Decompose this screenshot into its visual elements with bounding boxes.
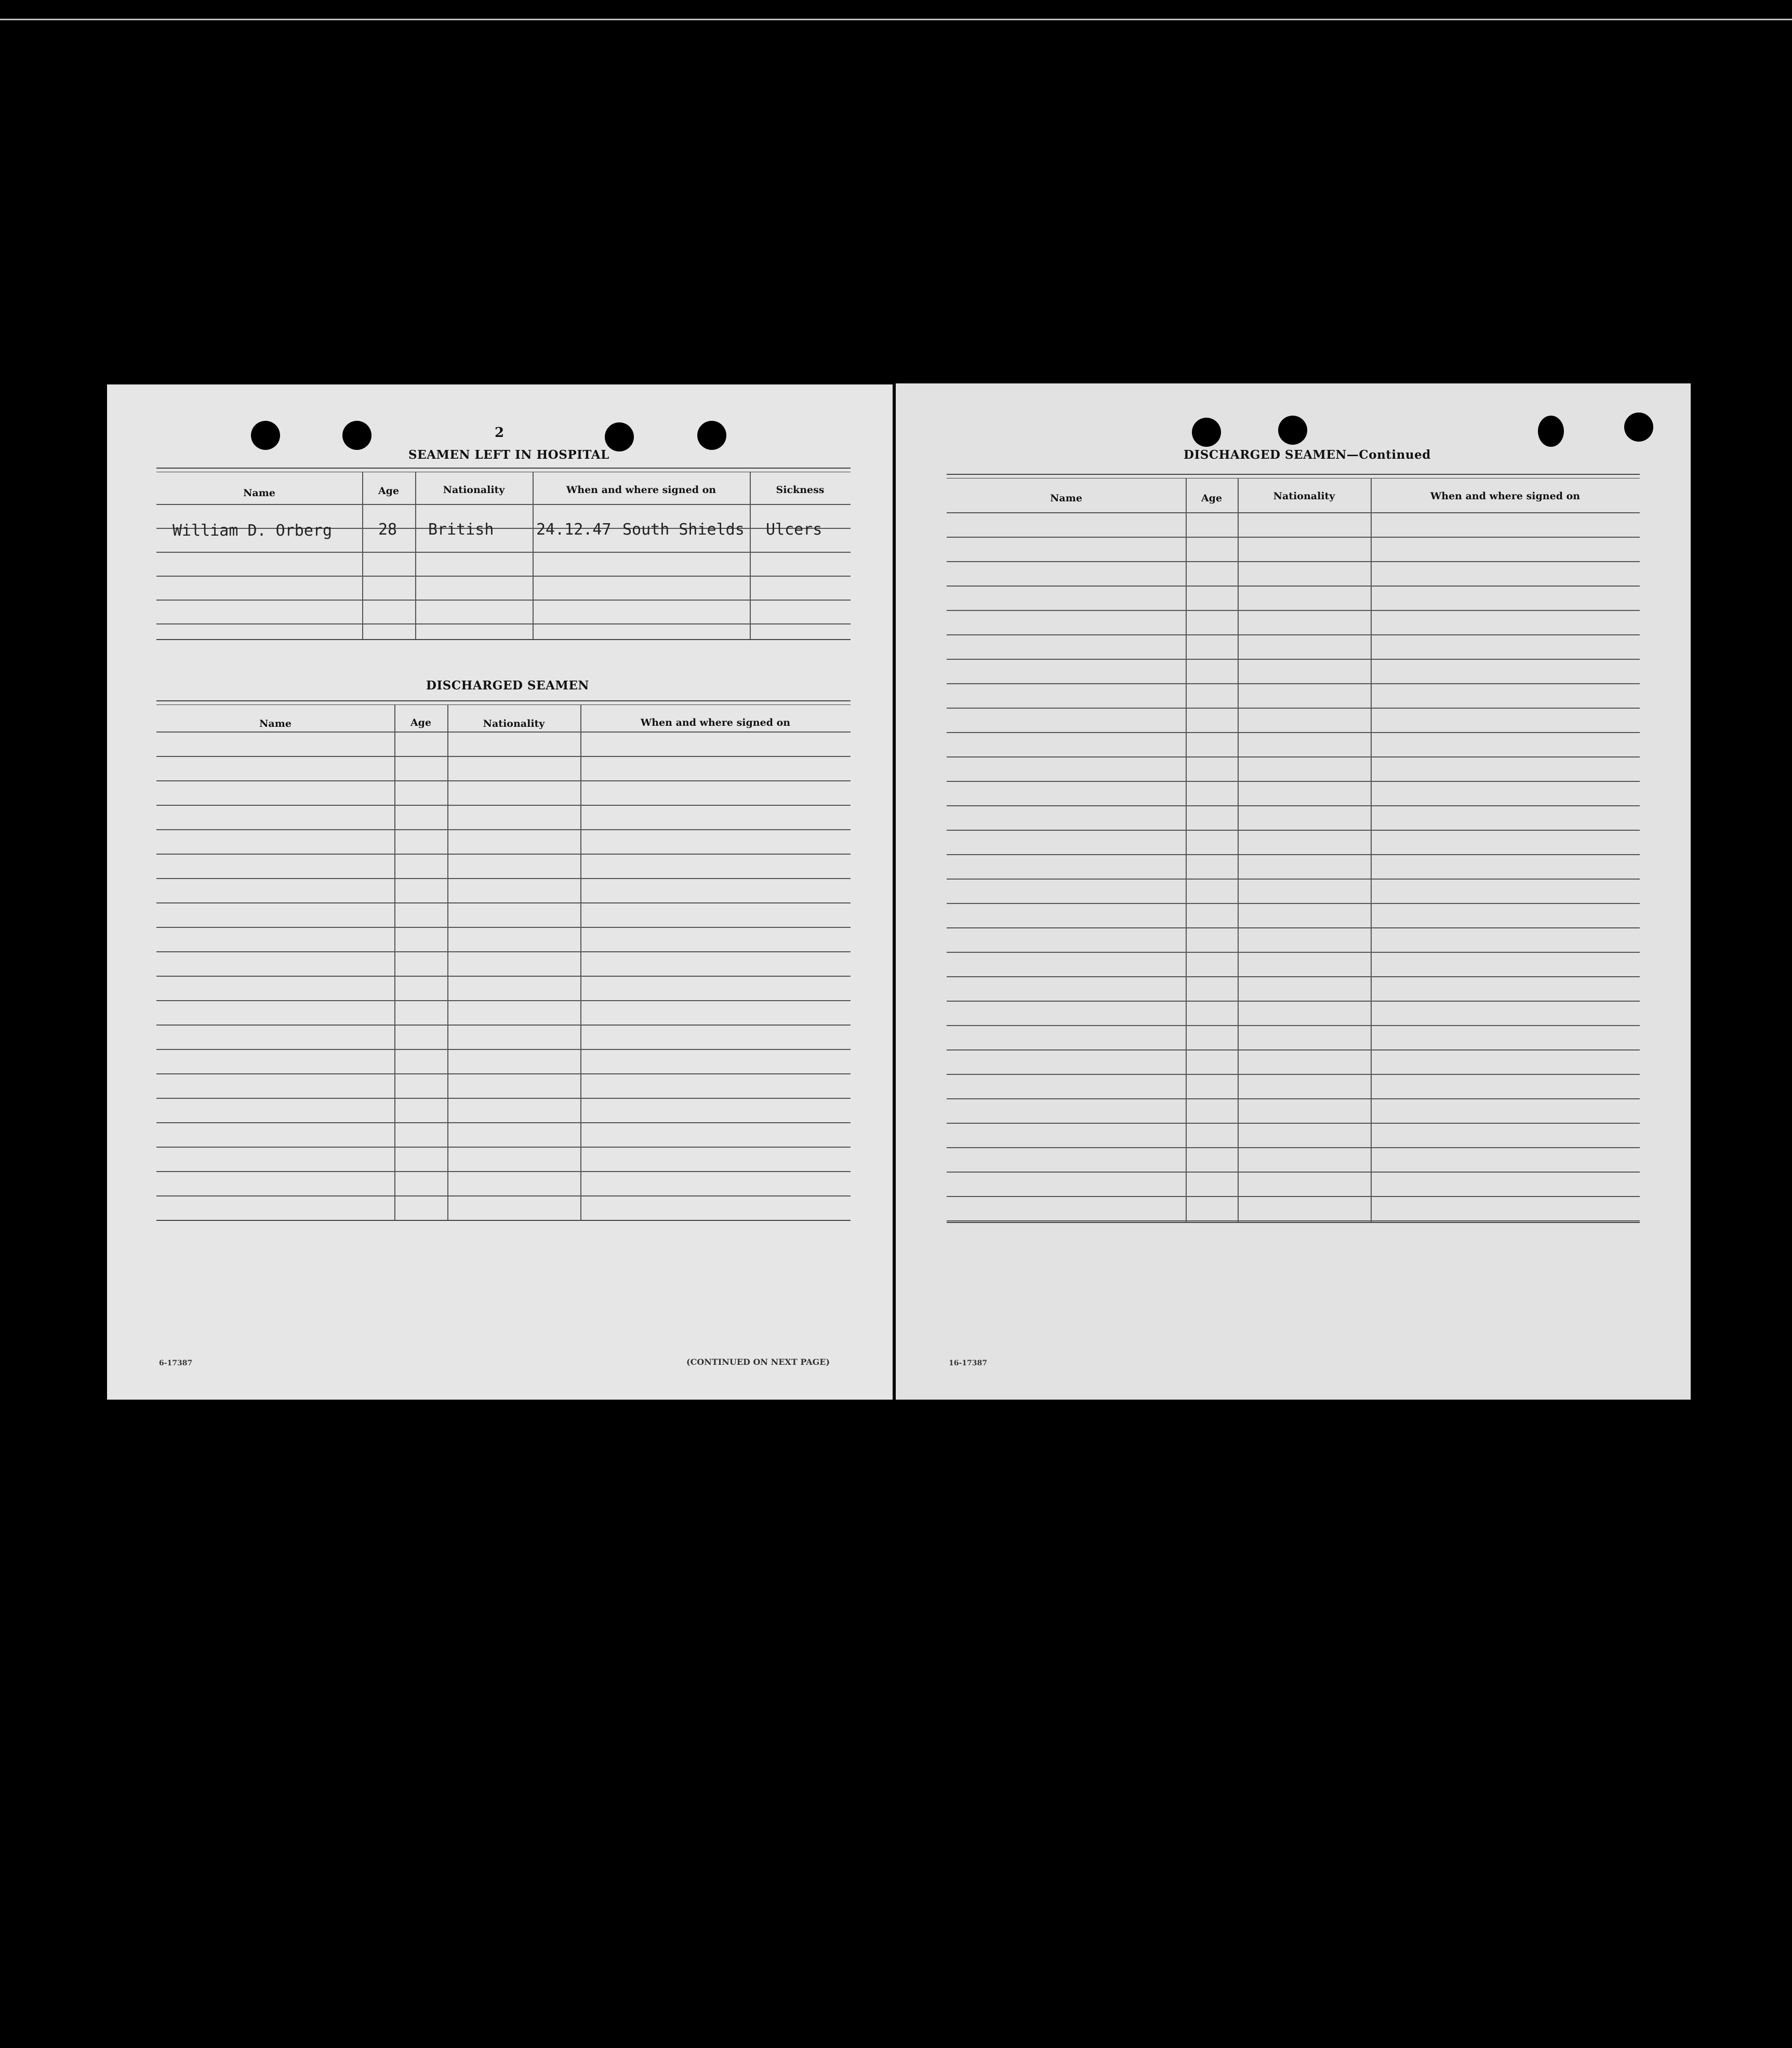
ruled-line (156, 1195, 851, 1196)
header-sickness: Sickness (776, 484, 825, 496)
entry-place: South Shields (622, 521, 745, 539)
punch-hole (605, 422, 634, 451)
ruled-line (156, 976, 851, 977)
ruled-line (156, 1122, 851, 1123)
column-divider (1186, 478, 1187, 1222)
ruled-line (156, 1171, 851, 1172)
ruled-line (947, 1074, 1640, 1075)
ruled-line (947, 830, 1640, 831)
header-when-where: When and where signed on (566, 484, 716, 496)
header-nationality: Nationality (483, 718, 545, 729)
punch-hole (1624, 413, 1653, 442)
ruled-line (947, 537, 1640, 538)
ruled-line (947, 634, 1640, 635)
ruled-line (947, 561, 1640, 562)
punch-hole (1538, 416, 1564, 447)
discharged-continued-table (947, 474, 1640, 1222)
ruled-line (947, 903, 1640, 904)
header-age: Age (410, 717, 432, 728)
ruled-line (947, 1172, 1640, 1173)
bottom-rule (156, 1220, 851, 1221)
hospital-table (156, 468, 851, 639)
ruled-line (947, 1147, 1640, 1148)
ruled-line (156, 829, 851, 830)
bottom-rule (947, 1222, 1640, 1223)
ruled-line (947, 952, 1640, 953)
entry-date: 24.12.47 (536, 521, 612, 539)
punch-hole (342, 421, 371, 450)
ruled-line (947, 610, 1640, 611)
ruled-line (156, 576, 851, 577)
left-page (107, 384, 893, 1400)
header-nationality: Nationality (1273, 490, 1335, 502)
header-name: Name (243, 487, 275, 499)
punch-hole (1278, 416, 1307, 445)
discharged-table (156, 700, 851, 1220)
page-number: 2 (495, 425, 505, 441)
ruled-line (156, 504, 851, 505)
ruled-line (156, 951, 851, 952)
ruled-line (947, 805, 1640, 806)
right-page (896, 383, 1691, 1400)
ruled-line (947, 756, 1640, 757)
ruled-line (156, 927, 851, 928)
column-divider (394, 704, 395, 1220)
ruled-line (947, 1049, 1640, 1050)
ruled-line (156, 854, 851, 855)
ruled-line (947, 854, 1640, 855)
ruled-line (156, 805, 851, 806)
entry-sickness: Ulcers (766, 521, 822, 539)
header-name: Name (259, 718, 291, 729)
ruled-line (156, 1073, 851, 1074)
punch-hole (251, 421, 280, 450)
column-divider (750, 472, 751, 639)
ruled-line (947, 586, 1640, 587)
entry-age: 28 (378, 521, 397, 539)
column-divider (415, 472, 416, 639)
continued-section-title: DISCHARGED SEAMEN—Continued (1184, 448, 1431, 462)
form-number: 16-17387 (949, 1359, 987, 1367)
ruled-line (947, 659, 1640, 660)
ruled-line (947, 1196, 1640, 1197)
ruled-line (156, 1147, 851, 1148)
ruled-line (947, 1098, 1640, 1099)
ruled-line (156, 1049, 851, 1050)
ruled-line (947, 1025, 1640, 1026)
ruled-line (156, 732, 851, 733)
continued-note: (CONTINUED ON NEXT PAGE) (686, 1357, 830, 1367)
header-name: Name (1050, 493, 1082, 504)
header-age: Age (1201, 493, 1223, 504)
top-border-line (0, 19, 1792, 20)
ruled-line (156, 623, 851, 624)
bottom-rule (156, 639, 851, 640)
form-number: 6-17387 (159, 1359, 193, 1367)
ruled-line (947, 1001, 1640, 1002)
ruled-line (156, 902, 851, 903)
header-nationality: Nationality (443, 484, 505, 496)
ruled-line (156, 600, 851, 601)
column-divider (362, 472, 363, 639)
ruled-line (156, 878, 851, 879)
header-when-where: When and where signed on (640, 717, 791, 728)
ruled-line (947, 879, 1640, 880)
ruled-line (947, 976, 1640, 977)
ruled-line (947, 732, 1640, 733)
header-when-where: When and where signed on (1430, 490, 1581, 502)
column-divider (533, 472, 534, 639)
ruled-line (156, 552, 851, 553)
column-divider (1371, 478, 1372, 1222)
discharged-section-title: DISCHARGED SEAMEN (426, 679, 589, 693)
punch-hole (1192, 418, 1221, 447)
ruled-line (947, 927, 1640, 928)
ruled-line (947, 512, 1640, 513)
ruled-line (156, 1098, 851, 1099)
ruled-line (947, 683, 1640, 684)
ruled-line (156, 1000, 851, 1001)
ruled-line (156, 780, 851, 781)
entry-nationality: British (428, 521, 494, 539)
column-divider (1238, 478, 1239, 1222)
column-divider (447, 704, 448, 1220)
ruled-line (947, 1123, 1640, 1124)
punch-hole (697, 421, 726, 450)
ruled-line (156, 1025, 851, 1026)
entry-name: William D. Orberg (172, 522, 333, 540)
hospital-section-title: SEAMEN LEFT IN HOSPITAL (408, 448, 609, 462)
ruled-line (947, 781, 1640, 782)
column-divider (580, 704, 581, 1220)
ruled-line (156, 756, 851, 757)
ruled-line (947, 1220, 1640, 1221)
ruled-line (947, 708, 1640, 709)
header-age: Age (378, 485, 400, 497)
